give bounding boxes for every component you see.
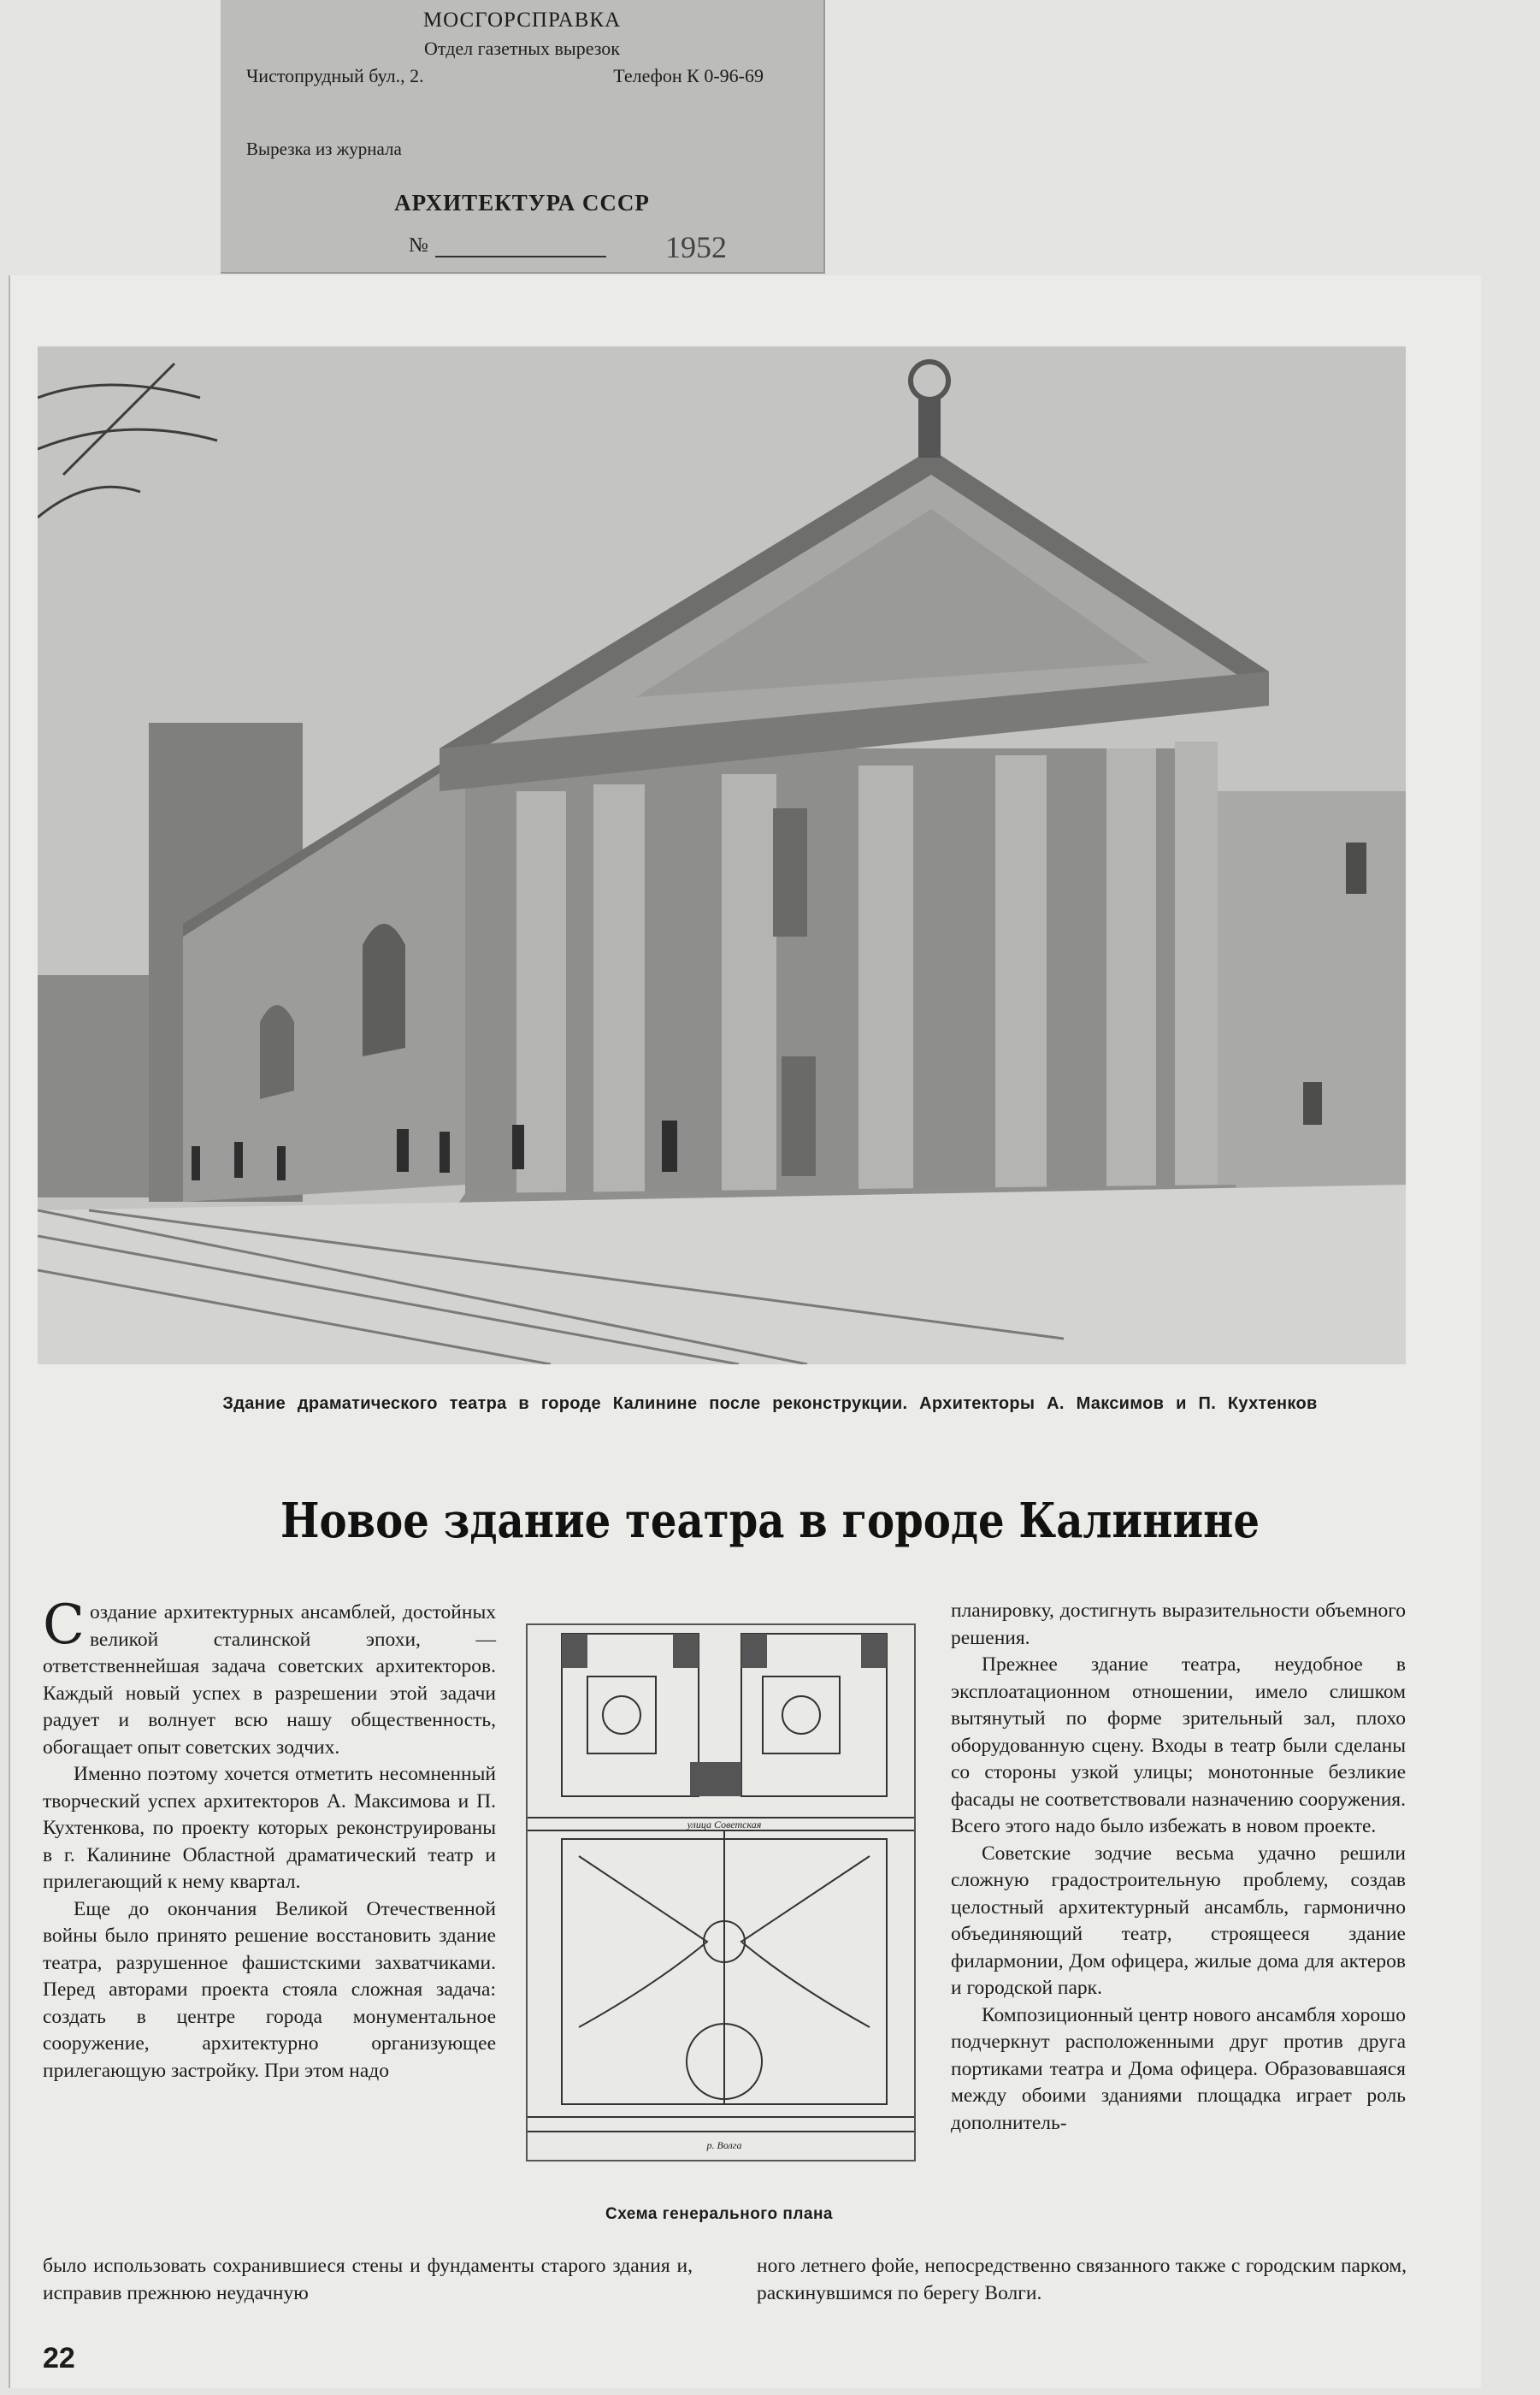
agency-address: Чистопрудный бул., 2. — [246, 65, 424, 86]
plan-caption: Схема генерального плана — [605, 2205, 833, 2223]
paragraph: Прежнее здание театра, неудобное в эксплоатационном отношении, имело слишком вытянутый по форме зрительный зал, плохо оборудованную сцену. Входы в театр были сделаны со стороны узкой улицы; монотонные безликие фасады не соответствовали назначению сооружения. Всего этого надо было избежать в новом проекте. — [951, 1653, 1406, 1837]
article-left-column — [43, 1594, 496, 2085]
issue-year: 1952 — [665, 230, 727, 264]
paragraph: планировку, достигнуть выразительности объемного решения. — [951, 1600, 1406, 1649]
issue-number — [409, 234, 613, 257]
paragraph: Еще до окончания Великой Отечественной войны было принято решение восстановить здание театра, разрушенное фашистскими захватчиками. Перед авторами проекта стояла сложная задача: создать в центре города монументальное сооружение, архитектурно организующее прилегающую застройку. При этом надо — [43, 1897, 496, 2082]
agency-phone: Телефон К 0-96-69 — [613, 65, 764, 86]
general-plan-drawing — [528, 1625, 914, 2160]
issue-number-label: № — [409, 234, 428, 257]
agency-name: МОСГОРСПРАВКА — [422, 9, 622, 32]
paragraph: Композиционный центр нового ансамбля хорошо подчеркнут расположенными друг против друга портиками театра и Дома офицера. Образовавшаяся между обоими зданиями площадка играет роль дополнитель- — [951, 2003, 1406, 2134]
journal-name: АРХИТЕКТУРА СССР — [394, 190, 650, 216]
paragraph: Создание архитектурных ансамблей, достойных великой сталинской эпохи, — ответственнейшая задача советских архитекторов. Каждый новый успех в разрешении этой задачи радует и волнует всю нашу общественность, обогащает опыт советских зодчих. — [43, 1594, 496, 1759]
theatre-photo-illustration — [38, 346, 1406, 1364]
street-label: улица Советская — [687, 1818, 762, 1830]
page-number: 22 — [43, 2342, 75, 2374]
bottom-left-text: было использовать сохранившиеся стены и фундаменты старого здания и, исправив прежнюю неудачную — [43, 2255, 693, 2304]
paragraph: Именно поэтому хочется отметить несомненный творческий успех архитекторов А. Максимова и П. Кухтенкова, по проекту которых реконструированы в г. Калинине Областной драматический театр и прилегающий к нему квартал. — [43, 1763, 496, 1893]
photo-caption: Здание драматического театра в городе Калинине после реконструкции. Архитекторы А. Максимов и П. Кухтенков — [222, 1394, 1318, 1413]
clipping-label — [221, 0, 825, 274]
bottom-right-text: ного летнего фойе, непосредственно связанного также с городским парком, раскинувшимся по берегу Волги. — [757, 2255, 1407, 2304]
river-label: р. Волга — [706, 2139, 742, 2151]
article-right-column — [951, 1598, 1406, 2137]
cut-from-label: Вырезка из журнала — [246, 139, 402, 159]
department-name: Отдел газетных вырезок — [423, 38, 620, 59]
theatre-photo — [38, 346, 1406, 1364]
article-title: Новое здание театра в городе Калинине — [280, 1493, 1260, 1549]
general-plan-scheme — [526, 1623, 916, 2161]
paragraph: Советские зодчие весьма удачно решили сложную градостроительную проблему, создав целостный архитектурный ансамбль, гармонично объединяющий театр, строящееся здание филармонии, Дом офицера, жилые дома для актеров и городской парк. — [951, 1842, 1406, 1999]
